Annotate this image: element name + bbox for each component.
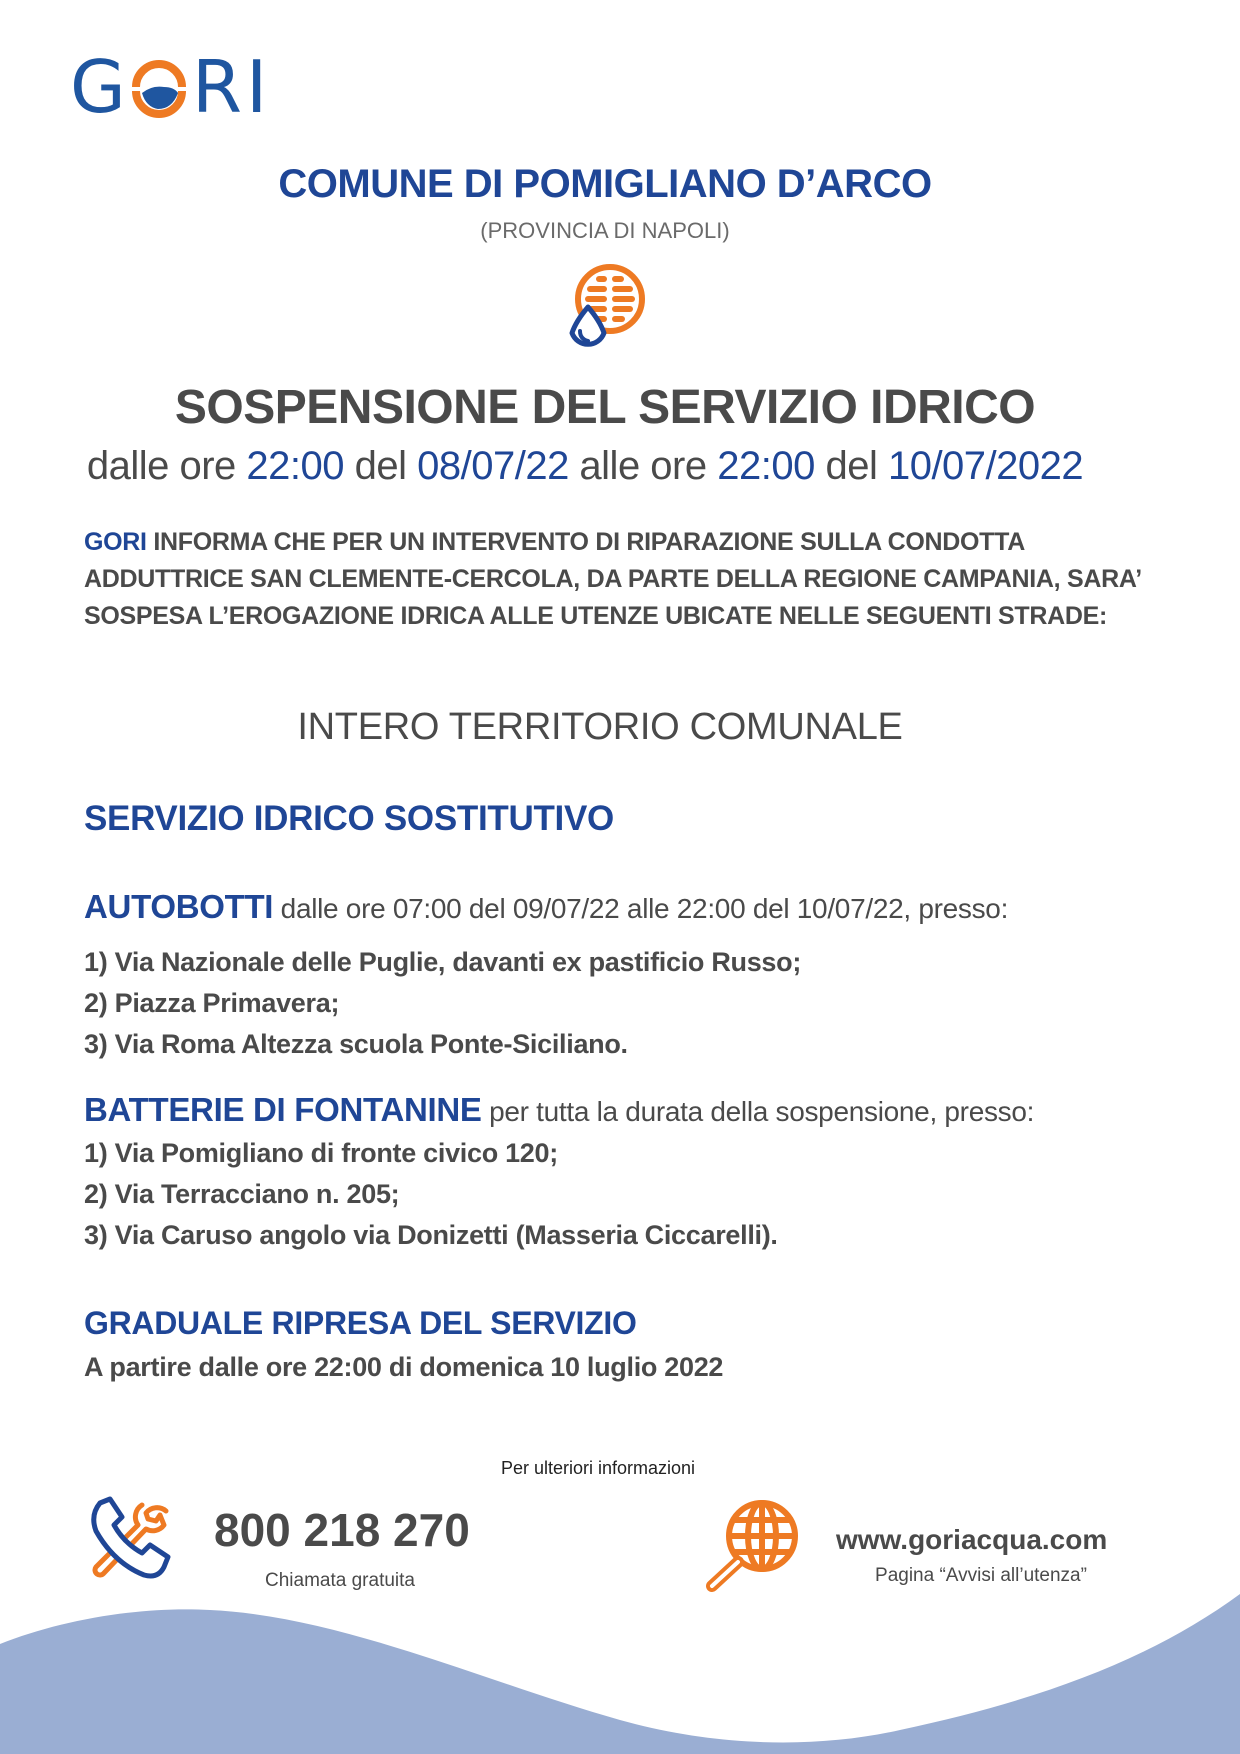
period-to-mid: del: [814, 444, 888, 488]
logo-letter-i: I: [246, 45, 268, 129]
website-link[interactable]: www.goriacqua.com: [836, 1524, 1108, 1555]
logo-letter-g: G: [70, 45, 126, 129]
period-to-time: 22:00: [717, 444, 815, 488]
info-brand: GORI: [84, 528, 147, 556]
list-item: 3) Via Caruso angolo via Donizetti (Masseria Ciccarelli).: [84, 1220, 778, 1250]
notice-info-paragraph: [84, 524, 1144, 635]
period-from-time: 22:00: [246, 444, 344, 488]
gori-logo: [70, 45, 270, 129]
toll-free-note: Chiamata gratuita: [265, 1570, 415, 1591]
decorative-wave: [0, 1580, 1240, 1754]
list-item: 3) Via Roma Altezza scuola Ponte-Siciliano.: [84, 1029, 628, 1059]
notice-title: SOSPENSIONE DEL SERVIZIO IDRICO: [174, 381, 1036, 434]
period-to-prefix: alle ore: [568, 444, 718, 488]
toll-free-number[interactable]: 800 218 270: [214, 1504, 470, 1556]
water-drop-grate-icon: [560, 263, 660, 359]
autobotti-heading: [84, 888, 1008, 926]
period-from-prefix: dalle ore: [86, 444, 247, 488]
logo-letter-r: R: [192, 45, 243, 129]
info-text: INFORMA CHE PER UN INTERVENTO DI RIPARAZIONE SULLA CONDOTTA ADDUTTRICE SAN CLEMENTE-CERCOLA, DA PARTE DELLA REGIONE CAMPANIA, SARA’ SOSPESA L’EROGAZIONE IDRICA ALLE UTENZE UBICATE NELLE SEGUENTI STRADE:: [84, 528, 1141, 630]
list-item: 2) Via Terracciano n. 205;: [84, 1179, 400, 1209]
period-to-date: 10/07/2022: [887, 444, 1084, 488]
logo-o-drop-icon: [128, 57, 190, 119]
autobotti-locations: [84, 942, 801, 1065]
affected-area: INTERO TERRITORIO COMUNALE: [297, 706, 903, 748]
suspension-period: [0, 444, 1170, 489]
resumption-text: A partire dalle ore 22:00 di domenica 10 luglio 2022: [84, 1352, 724, 1382]
autobotti-description: dalle ore 07:00 del 09/07/22 alle 22:00 del 10/07/22, presso:: [273, 893, 1009, 924]
globe-search-icon: [702, 1498, 802, 1592]
website-page-note: Pagina “Avvisi all’utenza”: [875, 1565, 1087, 1586]
list-item: 1) Via Nazionale delle Puglie, davanti ex pastificio Russo;: [84, 947, 802, 977]
batterie-locations: [84, 1133, 778, 1256]
substitute-service-title: SERVIZIO IDRICO SOSTITUTIVO: [84, 799, 614, 838]
batterie-keyword: BATTERIE DI FONTANINE: [84, 1091, 482, 1128]
phone-wrench-icon: [86, 1495, 178, 1585]
list-item: 2) Piazza Primavera;: [84, 988, 340, 1018]
batterie-description: per tutta la durata della sospensione, presso:: [481, 1096, 1035, 1127]
more-info-label: Per ulteriori informazioni: [500, 1458, 696, 1478]
period-from-date: 08/07/22: [417, 444, 569, 488]
autobotti-keyword: AUTOBOTTI: [84, 888, 274, 925]
period-from-mid: del: [344, 444, 418, 488]
resumption-title: GRADUALE RIPRESA DEL SERVIZIO: [84, 1305, 637, 1341]
province-subtitle: (PROVINCIA DI NAPOLI): [480, 218, 730, 243]
municipality-title: COMUNE DI POMIGLIANO D’ARCO: [278, 162, 932, 206]
batterie-heading: [84, 1091, 1034, 1129]
list-item: 1) Via Pomigliano di fronte civico 120;: [84, 1138, 558, 1168]
